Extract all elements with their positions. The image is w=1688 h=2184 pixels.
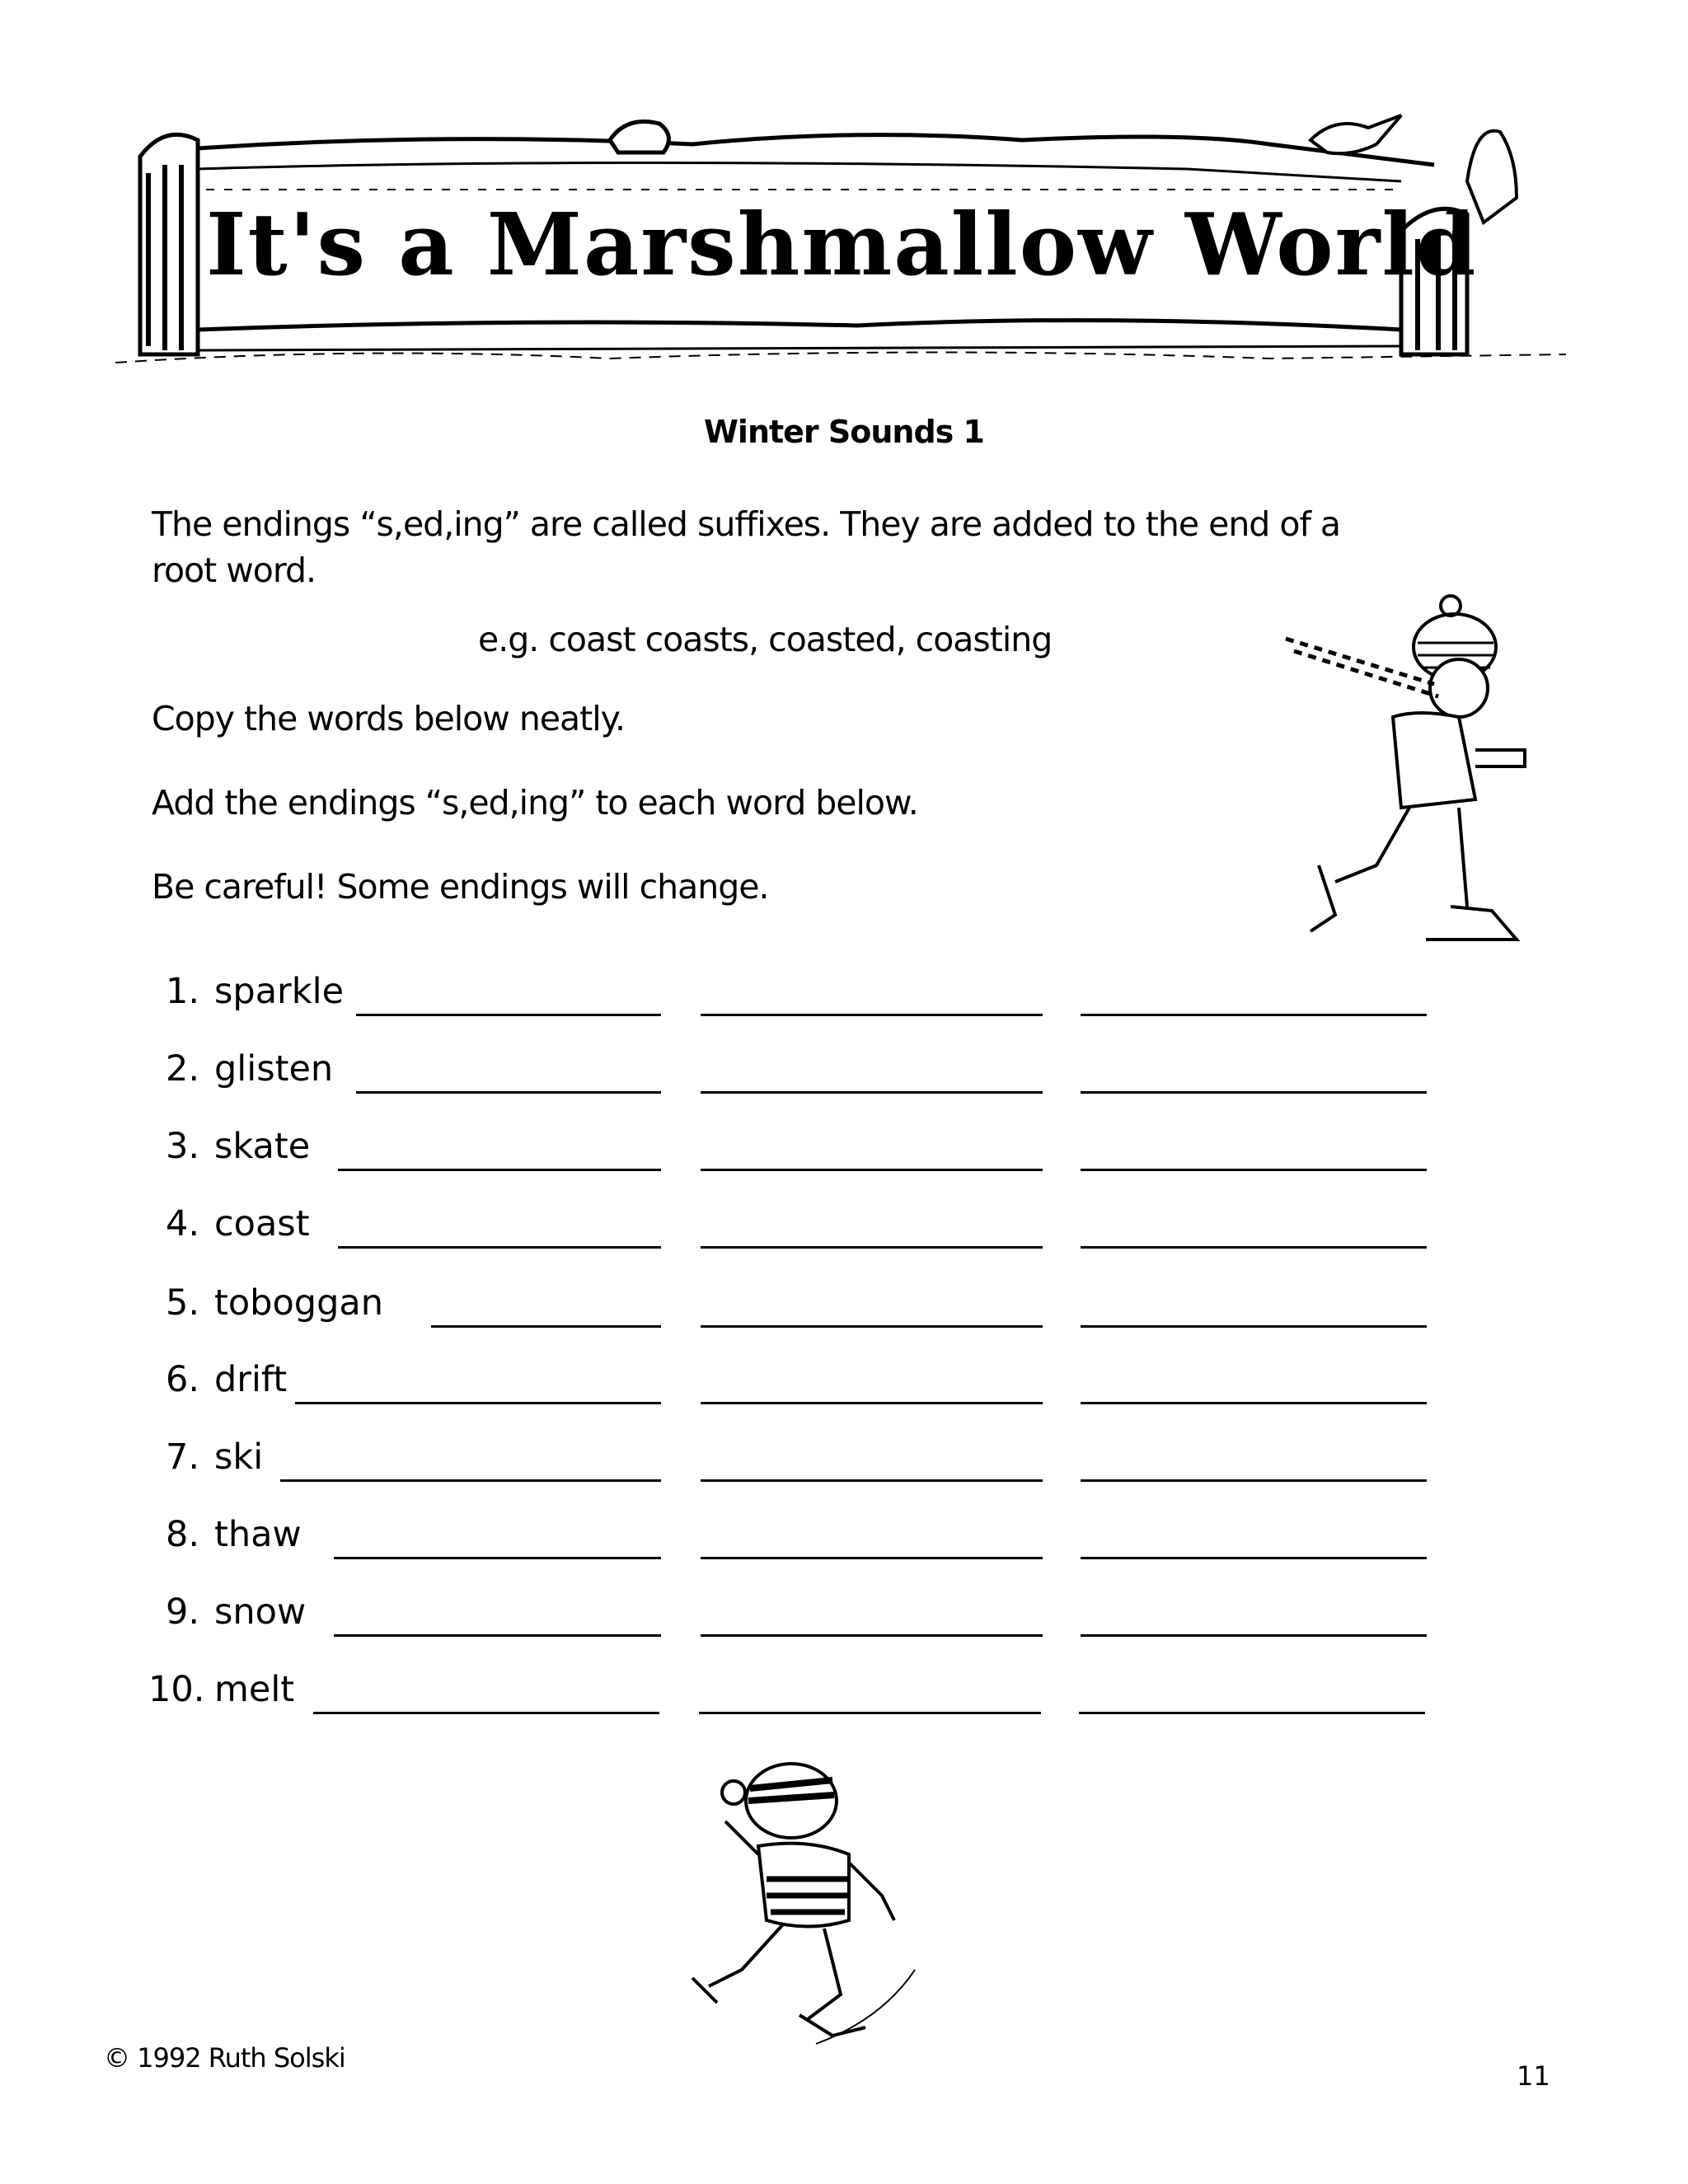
intro-text-line2: root word. [152, 551, 316, 590]
item-number: 10. [148, 1669, 205, 1710]
list-item [148, 1048, 1434, 1106]
list-item [148, 1203, 1434, 1261]
answer-line-s[interactable] [334, 1557, 661, 1559]
item-word: snow [214, 1591, 307, 1633]
answer-line-ed[interactable] [701, 1402, 1043, 1404]
answer-line-ing[interactable] [1081, 1246, 1427, 1249]
answer-line-s[interactable] [338, 1246, 661, 1249]
answer-line-ed[interactable] [701, 1325, 1043, 1328]
answer-line-ing[interactable] [1081, 1169, 1427, 1171]
list-item [148, 1359, 1434, 1417]
item-number: 5. [165, 1282, 199, 1324]
answer-line-ed[interactable] [701, 1557, 1043, 1559]
answer-line-ed[interactable] [701, 1169, 1043, 1171]
answer-line-s[interactable] [334, 1634, 661, 1637]
item-number: 4. [165, 1203, 199, 1244]
item-number: 9. [165, 1591, 199, 1633]
list-item [148, 971, 1434, 1029]
answer-line-ing[interactable] [1079, 1712, 1425, 1714]
list-item [148, 1669, 1434, 1727]
answer-line-ed[interactable] [701, 1014, 1043, 1016]
answer-line-ing[interactable] [1081, 1402, 1427, 1404]
item-number: 3. [165, 1126, 199, 1167]
answer-line-s[interactable] [356, 1091, 661, 1094]
answer-line-ing[interactable] [1081, 1091, 1427, 1094]
answer-line-s[interactable] [280, 1479, 661, 1482]
answer-line-s[interactable] [356, 1014, 661, 1016]
answer-line-s[interactable] [313, 1712, 659, 1714]
answer-line-ing[interactable] [1081, 1479, 1427, 1482]
page-banner-title: It's a Marshmallow World [206, 194, 1478, 295]
item-number: 6. [165, 1359, 199, 1400]
answer-line-ed[interactable] [701, 1479, 1043, 1482]
answer-line-ed[interactable] [699, 1712, 1041, 1714]
instruction-copy: Copy the words below neatly. [152, 699, 626, 738]
item-word: sparkle [214, 971, 345, 1012]
answer-line-s[interactable] [431, 1325, 661, 1328]
item-word: ski [214, 1436, 264, 1478]
worksheet-subtitle: Winter Sounds 1 [704, 414, 984, 450]
item-number: 2. [165, 1048, 199, 1090]
item-word: drift [214, 1359, 288, 1400]
list-item [148, 1436, 1434, 1494]
answer-line-ing[interactable] [1081, 1557, 1427, 1559]
answer-line-s[interactable] [338, 1169, 661, 1171]
item-word: toboggan [214, 1282, 383, 1324]
item-word: melt [214, 1669, 295, 1710]
answer-line-ing[interactable] [1081, 1634, 1427, 1637]
answer-line-ing[interactable] [1081, 1014, 1427, 1016]
list-item [148, 1126, 1434, 1183]
answer-line-ing[interactable] [1081, 1325, 1427, 1328]
page-number: 11 [1517, 2060, 1550, 2092]
intro-text-line1: The endings “s,ed,ing” are called suffixes. They are added to the end of a [152, 504, 1341, 544]
list-item [148, 1282, 1434, 1340]
instruction-add-endings: Add the endings “s,ed,ing” to each word below. [152, 783, 918, 823]
item-number: 1. [165, 971, 199, 1012]
answer-line-s[interactable] [295, 1402, 661, 1404]
answer-line-ed[interactable] [701, 1246, 1043, 1249]
instruction-be-careful: Be careful! Some endings will change. [152, 867, 769, 907]
item-word: coast [214, 1203, 310, 1244]
copyright-notice: © 1992 Ruth Solski [104, 2042, 345, 2074]
answer-line-ed[interactable] [701, 1091, 1043, 1094]
item-word: skate [214, 1126, 311, 1167]
falling-skater-illustration [684, 1755, 931, 2069]
item-word: glisten [214, 1048, 334, 1090]
list-item [148, 1514, 1434, 1572]
item-number: 7. [165, 1436, 199, 1478]
item-number: 8. [165, 1514, 199, 1555]
list-item [148, 1591, 1434, 1649]
skater-boy-illustration [1278, 593, 1550, 972]
example-text: e.g. coast coasts, coasted, coasting [478, 620, 1053, 659]
item-word: thaw [214, 1514, 302, 1555]
answer-line-ed[interactable] [701, 1634, 1043, 1637]
